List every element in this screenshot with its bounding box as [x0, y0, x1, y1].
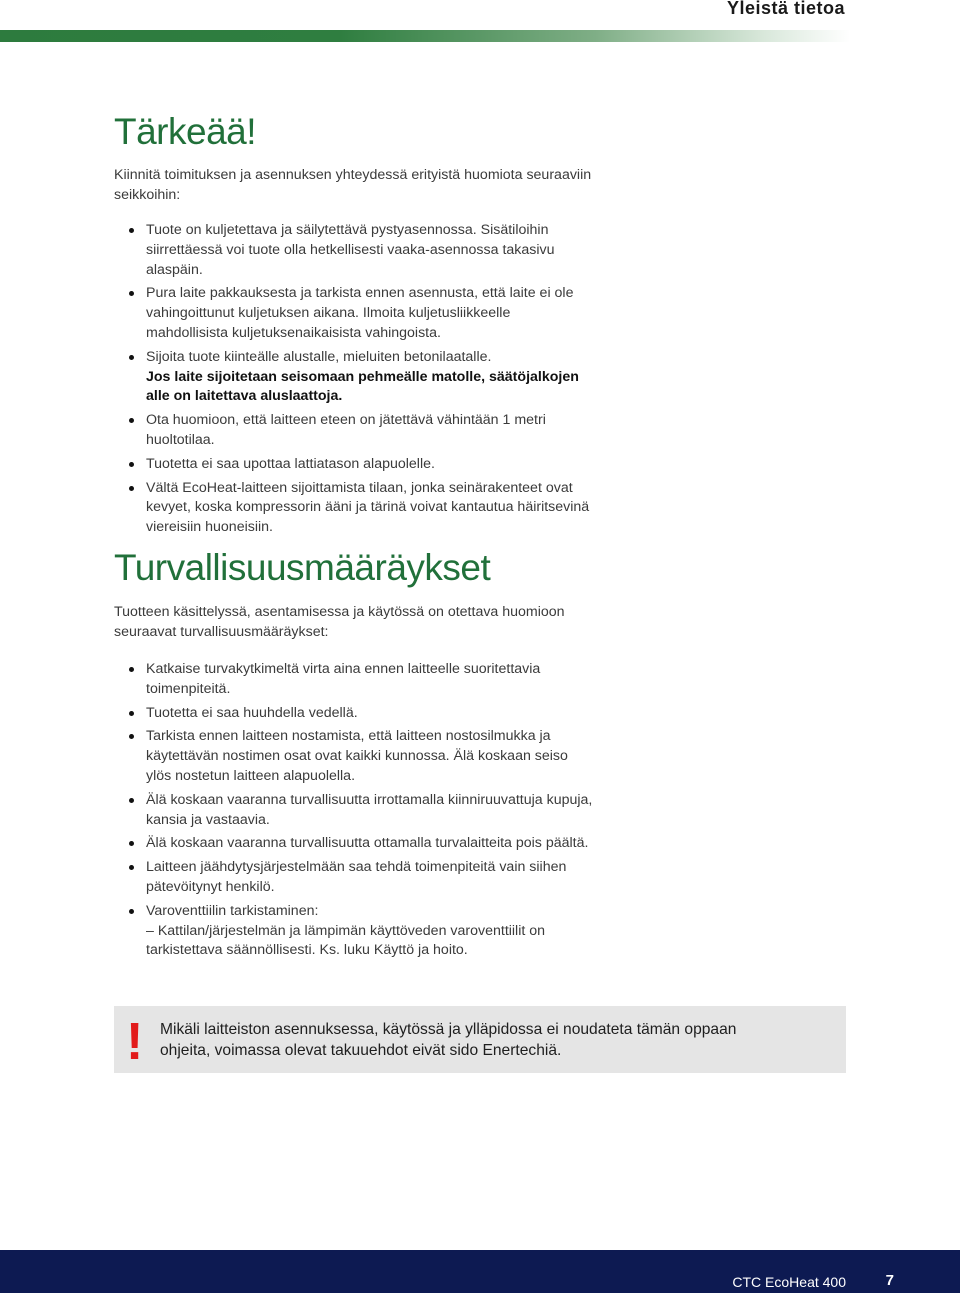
safety-list [114, 660, 594, 961]
list-item-text: Tuotetta ei saa upottaa lattiatason alapuolelle. [146, 455, 435, 472]
safety-section [114, 548, 594, 961]
list-item-text: Älä koskaan vaaranna turvallisuutta ottamalla turvalaitteita pois päältä. [146, 835, 589, 852]
list-item-text: Ota huomioon, että laitteen eteen on jätettävä vähintään 1 metri huoltotilaa. [146, 412, 546, 448]
list-item [114, 348, 594, 407]
list-item-text: Tuotetta ei saa huuhdella vedellä. [146, 704, 358, 721]
list-item [114, 284, 594, 343]
list-item [114, 727, 594, 786]
list-item [114, 834, 594, 854]
list-item [114, 902, 594, 961]
list-item [114, 660, 594, 700]
important-heading: Tärkeää! [114, 111, 257, 152]
list-item-text: Sijoita tuote kiinteälle alustalle, mieluiten betonilaatalle. [146, 348, 492, 365]
list-item-text: Tuote on kuljetettava ja säilytettävä pystyasennossa. Sisätiloihin siirrettäessä voi tuote olla hetkellisesti vaaka-asennossa takasivu alaspäin. [146, 222, 555, 278]
list-item [114, 858, 594, 898]
list-item [114, 411, 594, 451]
important-intro: Kiinnitä toimituksen ja asennuksen yhteydessä erityistä huomiota seuraaviin seikkoihin: [114, 167, 592, 203]
list-item-subtext: – Kattilan/järjestelmän ja lämpimän käyttöveden varoventtiilit on tarkistettava säännöllisesti. Ks. luku Käyttö ja hoito. [146, 922, 546, 959]
safety-intro: Tuotteen käsittelyssä, asentamisessa ja käytössä on otettava huomioon seuraavat turvallisuusmääräykset: [114, 604, 565, 640]
warning-box [114, 1006, 846, 1073]
list-item-text: Tarkista ennen laitteen nostamista, että laitteen nostosilmukka ja käytettävän nostimen osat ovat kaikki kunnossa. Älä koskaan seiso ylös nostetun laitteen alapuolella. [146, 728, 568, 784]
safety-heading: Turvallisuusmääräykset [114, 547, 491, 588]
list-item-text: Pura laite pakkauksesta ja tarkista ennen asennusta, että laite ei ole vahingoittunut kuljetuksen aikana. Ilmoita kuljetusliikkeelle mahdollisista kuljetuksenaikaisista vahingoista. [146, 285, 574, 341]
list-item [114, 791, 594, 831]
footer-bar [0, 1250, 960, 1293]
footer-page-number: 7 [885, 1272, 894, 1289]
list-item-text: Vältä EcoHeat-laitteen sijoittamista tilaan, jonka seinärakenteet ovat kevyet, koska kompressorin ääni ja tärinä voivat kantautua häiritsevinä viereisiin huoneisiin. [146, 479, 590, 536]
list-item [114, 221, 594, 280]
list-item [114, 704, 594, 724]
exclamation-icon: ! [126, 1013, 144, 1071]
list-item [114, 479, 594, 538]
list-item [114, 455, 594, 475]
important-list [114, 221, 594, 538]
list-item-text: Laitteen jäähdytysjärjestelmään saa tehdä toimenpiteitä vain siihen pätevöitynyt henkilö. [146, 859, 567, 895]
list-item-text: Älä koskaan vaaranna turvallisuutta irrottamalla kiinniruuvattuja kupuja, kansia ja vastaavia. [146, 791, 593, 828]
warning-text: Mikäli laitteiston asennuksessa, käytössä ja ylläpidossa ei noudateta tämän oppaan ohjeita, voimassa olevat takuuehdot eivät sido Enertechiä. [160, 1021, 737, 1059]
header-gradient-bar [0, 30, 850, 42]
list-item-text: Katkaise turvakytkimeltä virta aina ennen laitteelle suoritettavia toimenpiteitä. [146, 661, 541, 697]
important-section [114, 112, 594, 538]
section-header-title: Yleistä tietoa [726, 0, 845, 18]
footer-product-name: CTC EcoHeat 400 [732, 1274, 846, 1290]
list-item-bold-text: Jos laite sijoitetaan seisomaan pehmeälle matolle, säätöjalkojen alle on laitettava aluslaattoja. [146, 368, 579, 405]
list-item-text: Varoventtiilin tarkistaminen: [146, 902, 319, 919]
